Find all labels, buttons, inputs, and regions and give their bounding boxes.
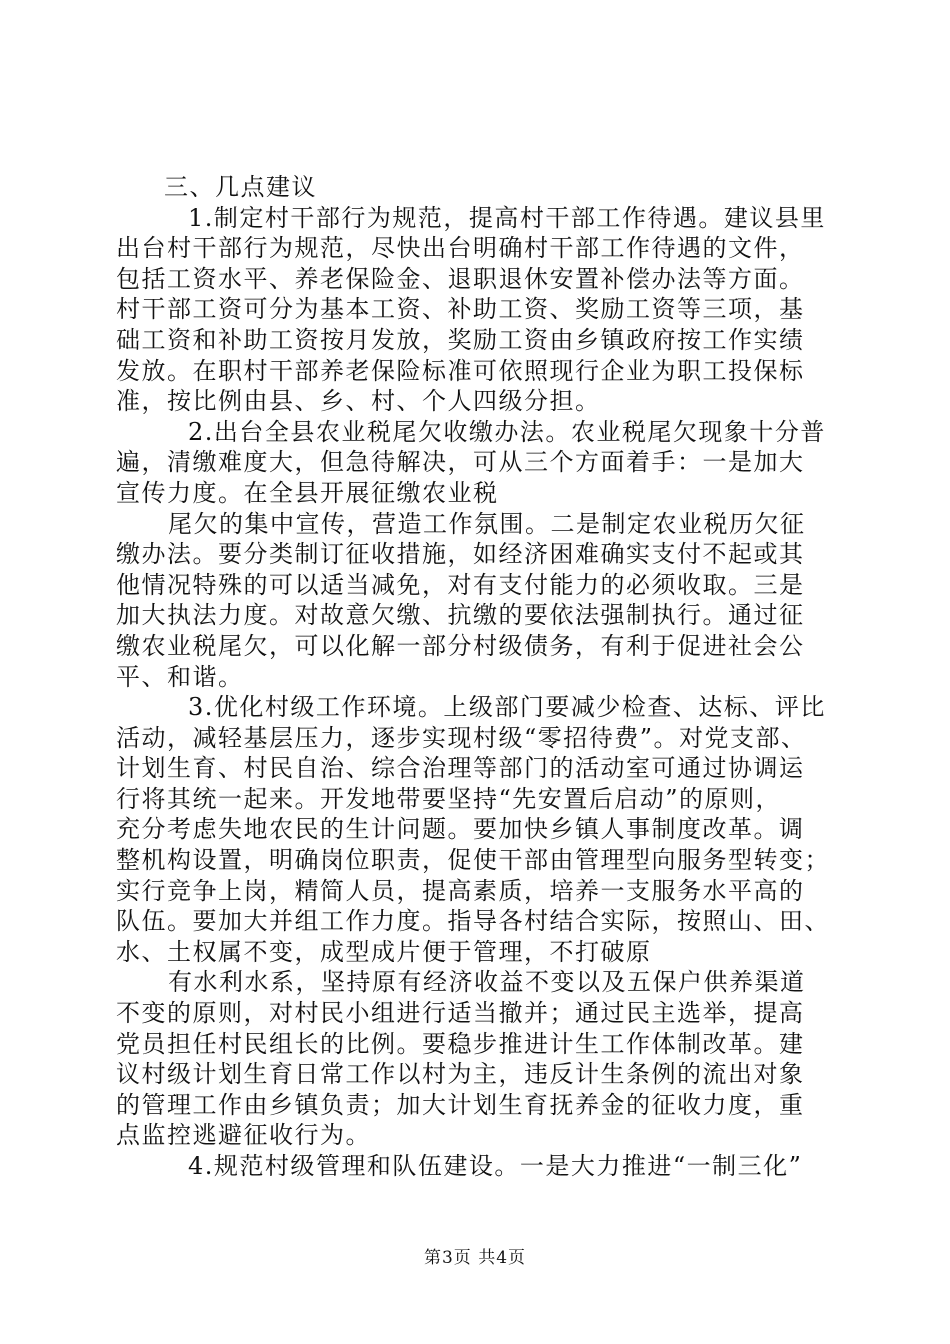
paragraph-1-line: 村干部工资可分为基本工资、补助工资、奖励工资等三项，基	[116, 295, 805, 324]
paragraph-1-line: 包括工资水平、养老保险金、退职退休安置补偿办法等方面。	[116, 264, 805, 293]
paragraph-3-line: 缴农业税尾欠，可以化解一部分村级债务，有利于促进社会公	[116, 631, 805, 660]
document-body	[116, 172, 836, 1182]
paragraph-2-line: 遍，清缴难度大，但急待解决，可从三个方面着手：一是加大	[116, 448, 805, 477]
paragraph-1-line: 出台村干部行为规范，尽快出台明确村干部工作待遇的文件，	[116, 234, 805, 263]
paragraph-4-line: 行将其统一起来。开发地带要坚持“先安置后启动”的原则，	[116, 784, 782, 813]
paragraph-4-line: 3.优化村级工作环境。上级部门要减少检查、达标、评比	[188, 693, 826, 722]
paragraph-2-line: 2.出台全县农业税尾欠收缴办法。农业税尾欠现象十分普	[188, 417, 826, 446]
paragraph-1-line: 础工资和补助工资按月发放，奖励工资由乡镇政府按工作实绩	[116, 325, 805, 354]
page-number: 第3页 共4页	[423, 1248, 527, 1268]
paragraph-2-line: 宣传力度。在全县开展征缴农业税	[116, 478, 499, 507]
paragraph-6-line: 4.规范村级管理和队伍建设。一是大力推进“一制三化”	[188, 1152, 803, 1180]
paragraph-1-line: 1.制定村干部行为规范，提高村干部工作待遇。建议县里	[188, 203, 826, 232]
paragraph-5-line: 点监控逃避征收行为。	[116, 1121, 371, 1150]
paragraph-5-line: 有水利水系，坚持原有经济收益不变以及五保户供养渠道	[168, 968, 806, 997]
paragraph-3-line: 平、和谐。	[116, 662, 244, 691]
paragraph-4-line: 活动，减轻基层压力，逐步实现村级“零招待费”。对党支部、	[116, 723, 807, 752]
paragraph-4-line: 水、土权属不变，成型成片便于管理，不打破原	[116, 937, 652, 966]
paragraph-3-line: 尾欠的集中宣传，营造工作氛围。二是制定农业税历欠征	[168, 509, 806, 538]
paragraph-4-line: 队伍。要加大并组工作力度。指导各村结合实际，按照山、田、	[116, 907, 830, 936]
paragraph-4-line: 充分考虑失地农民的生计问题。要加快乡镇人事制度改革。调	[116, 815, 805, 844]
paragraph-4-line: 计划生育、村民自治、综合治理等部门的活动室可通过协调运	[116, 754, 805, 783]
section-heading: 三、几点建议	[164, 173, 317, 201]
paragraph-5-line: 不变的原则，对村民小组进行适当撤并；通过民主选举，提高	[116, 999, 805, 1028]
paragraph-3-line: 他情况特殊的可以适当减免，对有支付能力的必须收取。三是	[116, 570, 805, 599]
paragraph-4-line: 整机构设置，明确岗位职责，促使干部由管理型向服务型转变；	[116, 846, 830, 875]
paragraph-5-line: 议村级计划生育日常工作以村为主，违反计生条例的流出对象	[116, 1060, 805, 1089]
paragraph-3-line: 加大执法力度。对故意欠缴、抗缴的要依法强制执行。通过征	[116, 601, 805, 630]
page-footer	[0, 1243, 950, 1268]
paragraph-3-line: 缴办法。要分类制订征收措施，如经济困难确实支付不起或其	[116, 540, 805, 569]
paragraph-5-line: 党员担任村民组长的比例。要稳步推进计生工作体制改革。建	[116, 1029, 805, 1058]
paragraph-5-line: 的管理工作由乡镇负责；加大计划生育抚养金的征收力度，重	[116, 1090, 805, 1119]
paragraph-4-line: 实行竞争上岗，精简人员，提高素质，培养一支服务水平高的	[116, 876, 805, 905]
paragraph-1-line: 发放。在职村干部养老保险标准可依照现行企业为职工投保标	[116, 356, 805, 385]
paragraph-1-line: 准，按比例由县、乡、村、个人四级分担。	[116, 387, 601, 416]
